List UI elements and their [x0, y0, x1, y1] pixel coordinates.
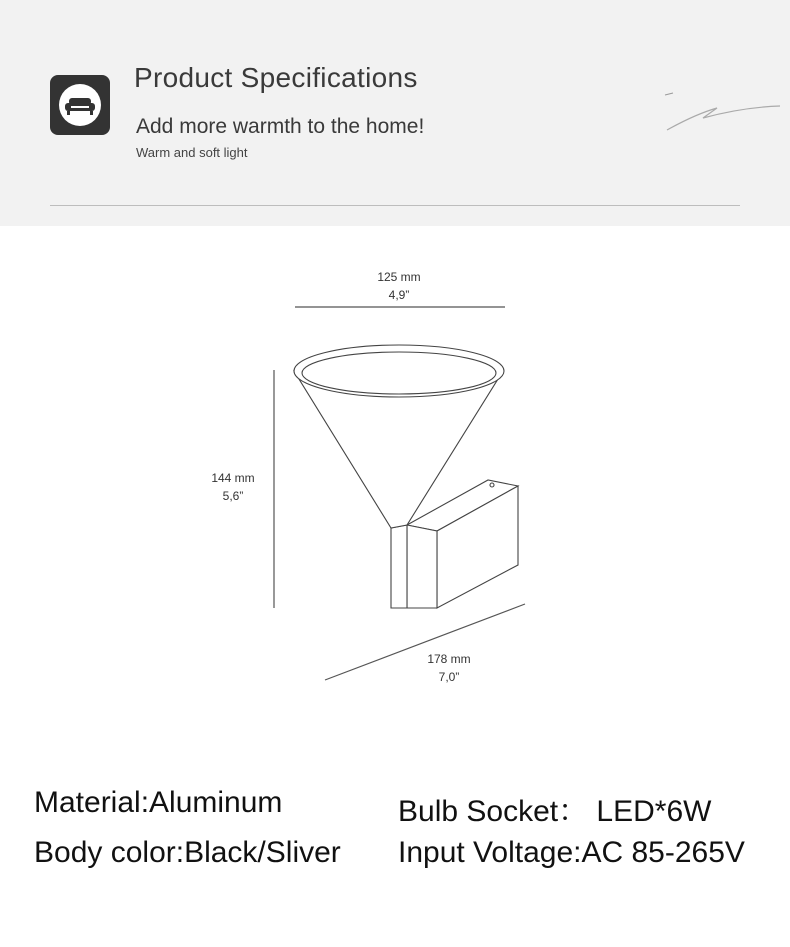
header-divider	[50, 205, 740, 206]
swoosh-decoration	[655, 90, 785, 135]
spec-material: Material:Aluminum	[34, 786, 283, 819]
height-in-label: 5,6”	[222, 489, 244, 503]
depth-in-label: 7,0”	[438, 670, 460, 684]
spec-input-voltage: Input Voltage:AC 85-265V	[398, 836, 745, 869]
sofa-icon	[50, 75, 110, 135]
depth-dimension-line	[325, 604, 525, 680]
dimension-drawing	[0, 226, 790, 706]
height-mm-label: 144 mm	[211, 471, 255, 485]
page-title: Product Specifications	[134, 62, 418, 93]
width-in-label: 4,9”	[388, 288, 410, 302]
spec-body-color: Body color:Black/Sliver	[34, 836, 341, 869]
depth-mm-label: 178 mm	[427, 652, 471, 666]
spec-bulb-socket: Bulb Socket： LED*6W	[398, 795, 712, 828]
width-mm-label: 125 mm	[377, 270, 421, 284]
lamp-drawing	[294, 345, 518, 608]
tagline: Warm and soft light	[136, 145, 248, 160]
subtitle: Add more warmth to the home!	[136, 115, 425, 138]
